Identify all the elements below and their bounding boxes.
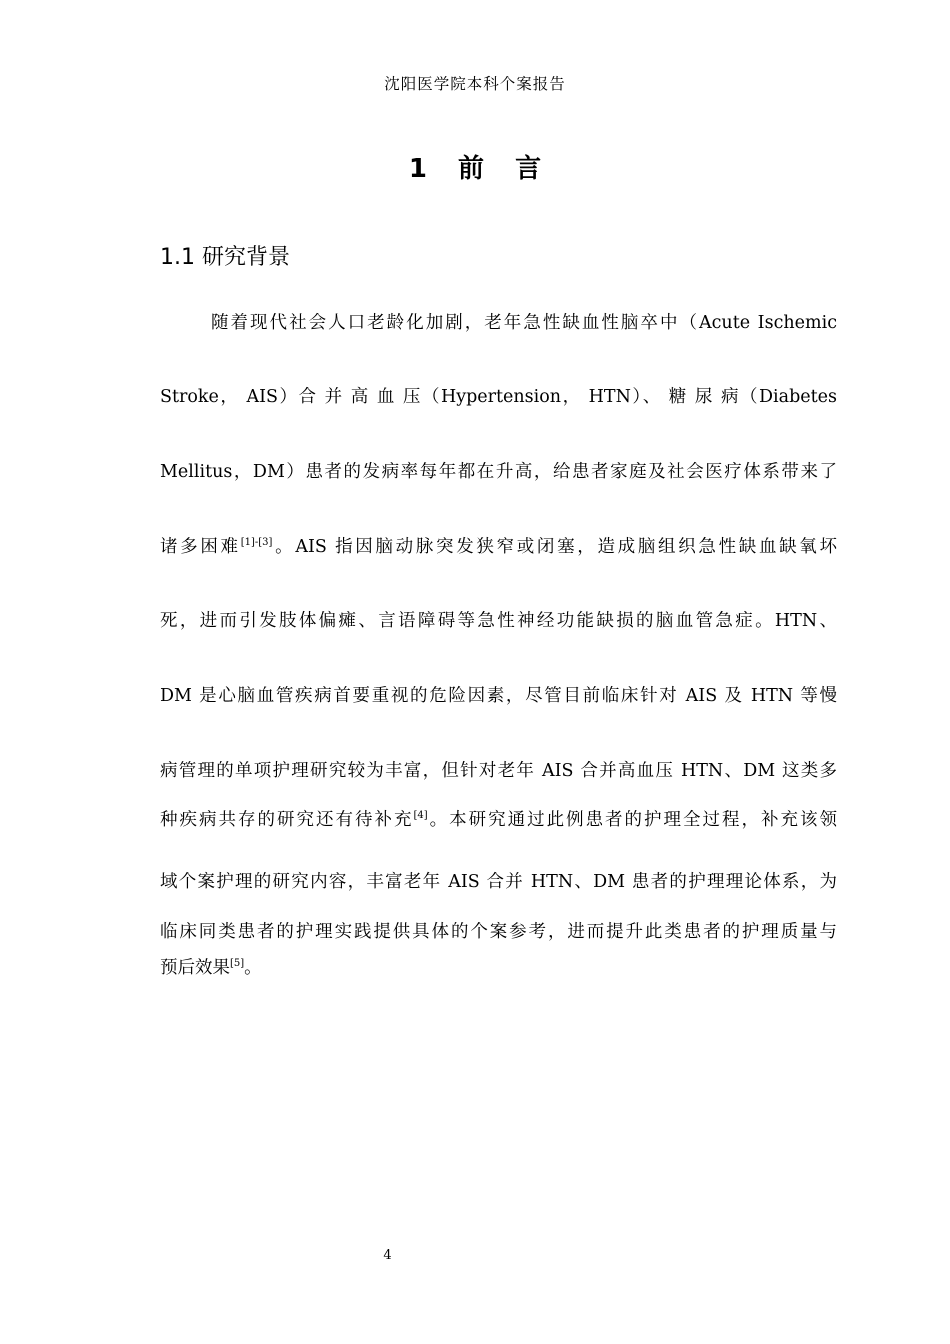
chapter-title: 1 前 言 bbox=[408, 154, 542, 184]
line-text: 。 bbox=[244, 958, 262, 978]
running-header: 沈阳医学院本科个案报告 bbox=[384, 75, 566, 93]
paragraph-line: 病管理的单项护理研究较为丰富，但针对老年 AIS 合并高血压 HTN、DM 这类多 bbox=[160, 761, 837, 781]
paragraph-line: Mellitus，DM）患者的发病率每年都在升高，给患者家庭及社会医疗体系带来了 bbox=[160, 462, 837, 482]
paragraph-line: Stroke， AIS）合 并 高 血 压（Hypertension， HTN）、 糖 尿 病（Diabetes bbox=[160, 387, 837, 407]
paragraph-line bbox=[160, 535, 837, 559]
paragraph-line: 域个案护理的研究内容，丰富老年 AIS 合并 HTN、DM 患者的护理理论体系，为 bbox=[160, 872, 837, 892]
citation-ref: [4] bbox=[413, 810, 428, 821]
paragraph-line: DM 是心脑血管疾病首要重视的危险因素，尽管目前临床针对 AIS 及 HTN 等慢 bbox=[160, 686, 837, 706]
line-text: 预后效果 bbox=[160, 958, 230, 978]
paragraph-line bbox=[160, 956, 837, 980]
citation-ref: [5] bbox=[230, 958, 245, 969]
line-text: 种疾病共存的研究还有待补充 bbox=[160, 810, 414, 830]
paragraph-line bbox=[160, 808, 837, 832]
line-text: 。本研究通过此例患者的护理全过程，补充该领 bbox=[427, 810, 838, 830]
paragraph-line: 临床同类患者的护理实践提供具体的个案参考，进而提升此类患者的护理质量与 bbox=[160, 922, 837, 942]
citation-ref: [1]-[3] bbox=[240, 537, 273, 548]
line-text: 。AIS 指因脑动脉突发狭窄或闭塞，造成脑组织急性缺血缺氧坏 bbox=[272, 537, 837, 557]
page-number: 4 bbox=[383, 1248, 392, 1263]
line-text: 诸多困难 bbox=[160, 537, 241, 557]
paragraph-line: 死，进而引发肢体偏瘫、言语障碍等急性神经功能缺损的脑血管急症。HTN、 bbox=[160, 611, 837, 631]
section-title: 1.1 研究背景 bbox=[160, 245, 290, 270]
paragraph-line: 随着现代社会人口老龄化加剧，老年急性缺血性脑卒中（Acute Ischemic bbox=[211, 313, 837, 333]
